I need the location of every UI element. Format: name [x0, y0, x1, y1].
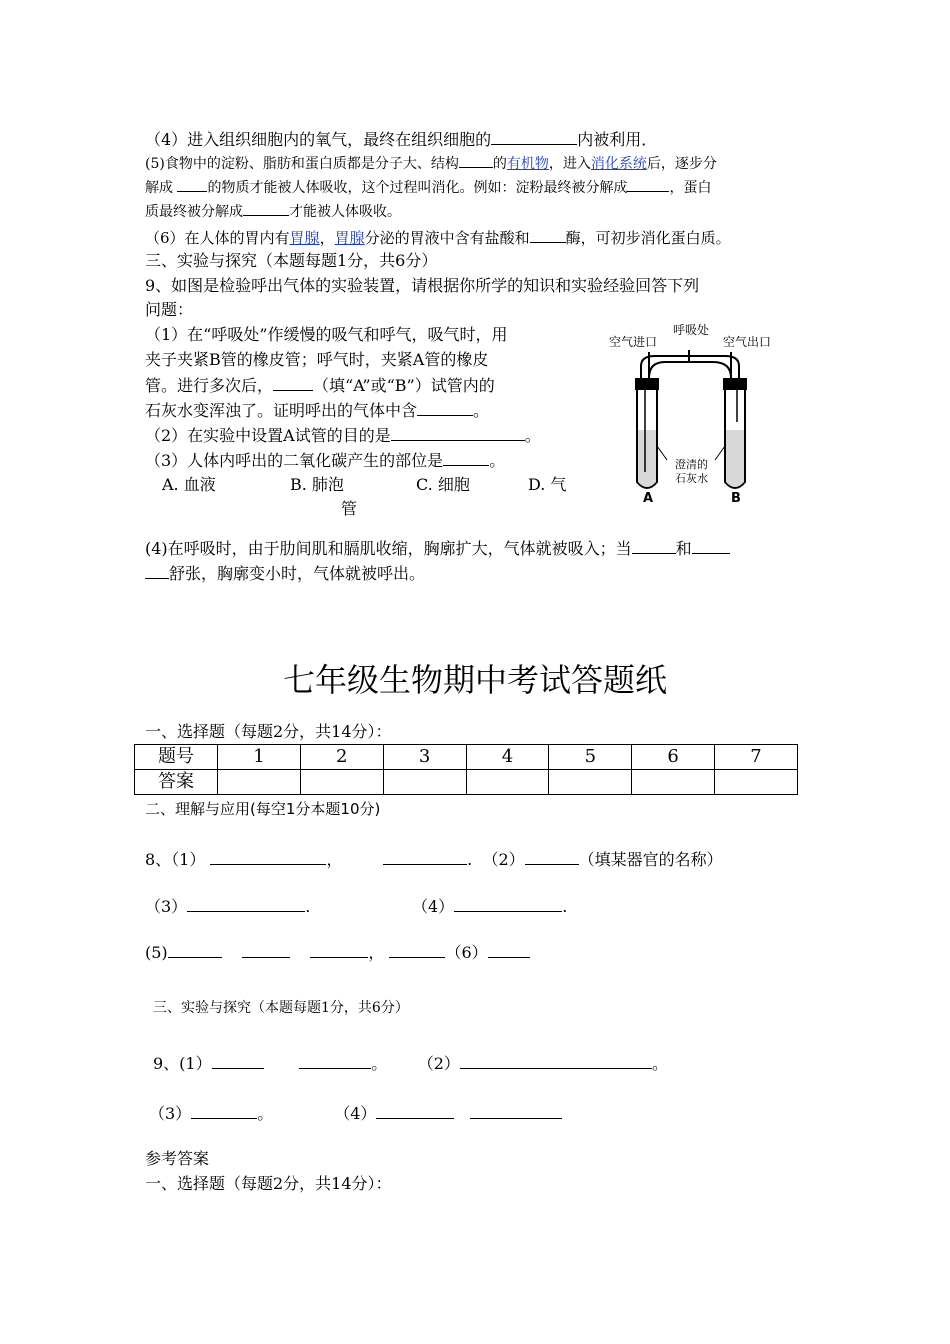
table-cell: 2	[300, 745, 383, 770]
answer-label: .	[467, 850, 473, 869]
q9-text: 。	[473, 401, 490, 420]
answer-cell-4[interactable]	[466, 770, 549, 795]
answer-cell-6[interactable]	[632, 770, 715, 795]
q5-blank-1[interactable]	[459, 151, 493, 168]
q9-text: 。	[524, 426, 541, 445]
q9-p1-line-1: （1）在“呼吸处”作缓慢的吸气和呼气，吸气时，用	[145, 325, 508, 344]
q9-text: （2）在实验中设置A试管的目的是	[145, 426, 391, 445]
answer-blank[interactable]	[191, 1102, 257, 1119]
answer-label: (5)	[145, 943, 168, 962]
q9-text: (4)在呼吸时，由于肋间肌和膈肌收缩，胸廓扩大，气体就被吸入；当	[145, 539, 632, 558]
answer-table	[134, 744, 798, 795]
answer-blank[interactable]	[310, 941, 368, 958]
q6-text: 分泌的胃液中含有盐酸和	[364, 229, 530, 247]
answer-label: （4）	[412, 897, 455, 916]
limewater-b	[726, 430, 744, 487]
answer-cell-1[interactable]	[218, 770, 301, 795]
q5-line-1	[145, 151, 717, 175]
answer-label: 。	[651, 1054, 668, 1073]
table-cell: 答案	[135, 770, 218, 795]
answer-blank[interactable]	[454, 895, 562, 912]
answer-blank[interactable]	[460, 1052, 652, 1069]
q9-p1-line-2: 夹子夹紧B管的橡皮管；呼气时，夹紧A管的橡皮	[145, 350, 489, 369]
answer-cell-7[interactable]	[715, 770, 798, 795]
q5-blank-4[interactable]	[243, 199, 289, 216]
answer-label: （3）	[149, 1104, 192, 1123]
answer-blank[interactable]	[376, 1102, 454, 1119]
label-limewater-2: 石灰水	[675, 472, 708, 485]
answer-blank[interactable]	[187, 895, 305, 912]
answer-label: （6）	[445, 943, 488, 962]
answer-blank[interactable]	[242, 941, 290, 958]
q5-text: 的	[492, 156, 507, 172]
answer-line-3-4	[145, 895, 567, 918]
answer-blank[interactable]	[212, 1052, 264, 1069]
answer-blank[interactable]	[389, 941, 445, 958]
q4-text-b: 内被利用．	[577, 130, 658, 149]
q6-text: （6）在人体的胃内有	[145, 229, 290, 247]
pointer-line	[715, 446, 725, 460]
answer-label: （填某器官的名称）	[578, 850, 723, 869]
table-row-header	[135, 745, 798, 770]
option-b[interactable]: B. 肺泡	[290, 475, 344, 494]
q6-text: ，	[319, 229, 335, 247]
q9-p2-blank[interactable]	[391, 424, 525, 441]
answer-blank[interactable]	[488, 941, 530, 958]
q4-blank[interactable]	[491, 128, 577, 145]
answer-cell-5[interactable]	[549, 770, 632, 795]
q9-text: 管。进行多次后，	[145, 376, 274, 395]
gastric-gland-link-2[interactable]: 胃腺	[334, 229, 365, 247]
answer-sheet-title: 七年级生物期中考试答题纸	[282, 661, 667, 699]
table-cell: 6	[632, 745, 715, 770]
q5-text: 的物质才能被人体吸收，这个过程叫消化。例如：淀粉最终被分解成	[207, 180, 628, 196]
answer-label: （3）	[145, 897, 188, 916]
q9-p3-line	[145, 449, 505, 472]
table-cell: 题号	[135, 745, 218, 770]
answer-label: 。	[371, 1054, 388, 1073]
answer-blank[interactable]	[168, 941, 222, 958]
answer-line-9-3-4	[149, 1102, 562, 1125]
q9-p2-line	[145, 424, 541, 447]
q5-line-3	[145, 199, 401, 223]
q9-p1-blank-2[interactable]	[417, 399, 473, 416]
q9-intro-line-2: 问题：	[145, 300, 194, 319]
q6-line	[145, 226, 731, 249]
answer-label: .	[305, 897, 311, 916]
label-tube-a: A	[643, 491, 654, 506]
answer-label: （4）	[334, 1104, 377, 1123]
answer-line-5-6	[145, 941, 530, 964]
q5-text: ，蛋白	[669, 180, 712, 196]
answer-blank[interactable]	[299, 1052, 371, 1069]
answer-line-9	[153, 1052, 668, 1075]
answer-sec1-heading: 一、选择题（每题2分，共14分）：	[145, 722, 392, 741]
answer-blank[interactable]	[470, 1102, 562, 1119]
table-cell: 7	[715, 745, 798, 770]
label-limewater-1: 澄清的	[675, 458, 708, 471]
answer-sec2-heading: 二、理解与应用(每空1分本题10分)	[145, 800, 381, 818]
option-d[interactable]: D. 气	[528, 475, 567, 494]
table-cell: 1	[218, 745, 301, 770]
q9-text: （3）人体内呼出的二氧化碳产生的部位是	[145, 451, 444, 470]
q9-p4-blank-2[interactable]	[692, 537, 730, 554]
q9-p3-blank[interactable]	[443, 449, 489, 466]
organic-matter-link[interactable]: 有机物	[506, 156, 549, 172]
pipe	[649, 350, 731, 378]
answer-label: 9、(1）	[153, 1054, 212, 1073]
table-cell: 5	[549, 745, 632, 770]
q5-blank-3[interactable]	[627, 175, 669, 192]
answer-label: .	[562, 897, 568, 916]
label-tube-b: B	[731, 491, 741, 506]
limewater-a	[638, 430, 656, 487]
q9-intro-line-1: 9、如图是检验呼出气体的实验装置，请根据你所学的知识和实验经验回答下列	[145, 276, 700, 295]
option-c[interactable]: C. 细胞	[416, 475, 470, 494]
q9-p4-line-2	[145, 562, 425, 585]
q9-p4-blank-1[interactable]	[632, 537, 676, 554]
q5-line-2	[145, 175, 711, 199]
stopper-a	[635, 378, 659, 390]
q5-text: 后，逐步分	[646, 156, 717, 172]
label-breath-point: 呼吸处	[673, 323, 710, 337]
q5-text: 解成	[145, 180, 173, 196]
q9-text: 舒张，胸廓变小时，气体就被呼出。	[169, 564, 426, 583]
q5-blank-2[interactable]	[177, 175, 207, 192]
q9-text: 石灰水变浑浊了。证明呼出的气体中含	[145, 401, 418, 420]
q9-text: （填“A”或“B”）试管内的	[313, 376, 495, 395]
pointer-line	[657, 446, 667, 460]
q6-blank[interactable]	[530, 226, 566, 243]
table-cell: 4	[466, 745, 549, 770]
q4-text-a: （4）进入组织细胞内的氧气，最终在组织细胞的	[145, 130, 492, 149]
stopper-b	[723, 378, 747, 390]
q9-text: 和	[675, 539, 692, 558]
q5-text: 才能被人体吸收。	[289, 204, 401, 220]
table-row-answers	[135, 770, 798, 795]
answer-label: 。	[257, 1104, 274, 1123]
reference-sec1: 一、选择题（每题2分，共14分）：	[145, 1174, 392, 1193]
gastric-gland-link-1[interactable]: 胃腺	[289, 229, 320, 247]
reference-heading: 参考答案	[145, 1149, 210, 1168]
answer-label: ，	[326, 850, 343, 869]
q9-p1-line-3	[145, 374, 495, 397]
answer-label: ，	[368, 943, 385, 962]
q5-text: 质最终被分解成	[145, 204, 243, 220]
answer-blank[interactable]	[210, 848, 326, 865]
answer-cell-2[interactable]	[300, 770, 383, 795]
q9-p4-line-1	[145, 537, 730, 560]
q5-text: ，进入	[548, 156, 591, 172]
q4-line	[145, 128, 657, 151]
option-a[interactable]: A. 血液	[162, 475, 216, 494]
q9-p1-line-4	[145, 399, 489, 422]
label-air-inlet: 空气进口	[609, 335, 658, 349]
answer-blank[interactable]	[383, 848, 467, 865]
answer-label: （2）	[482, 850, 525, 869]
q9-text: 。	[489, 451, 506, 470]
digestive-system-link[interactable]: 消化系统	[590, 156, 647, 172]
option-d-continued: 管	[341, 499, 358, 518]
answer-label: （2）	[417, 1054, 460, 1073]
q9-p1-blank-1[interactable]	[273, 374, 313, 391]
answer-sec3-heading: 三、实验与探究（本题每题1分，共6分）	[153, 1000, 409, 1016]
answer-cell-3[interactable]	[383, 770, 466, 795]
breath-experiment-figure	[605, 322, 785, 512]
q9-p4-blank-3[interactable]	[145, 562, 169, 579]
table-cell: 3	[383, 745, 466, 770]
answer-blank[interactable]	[525, 848, 579, 865]
answer-line-8	[145, 848, 723, 871]
section3-heading: 三、实验与探究（本题每题1分，共6分）	[145, 251, 438, 270]
answer-label: 8、（1）	[145, 850, 206, 869]
label-air-outlet: 空气出口	[723, 335, 772, 349]
q5-text: (5)食物中的淀粉、脂肪和蛋白质都是分子大、结构	[145, 156, 459, 172]
q6-text: 酶，可初步消化蛋白质。	[565, 229, 731, 247]
